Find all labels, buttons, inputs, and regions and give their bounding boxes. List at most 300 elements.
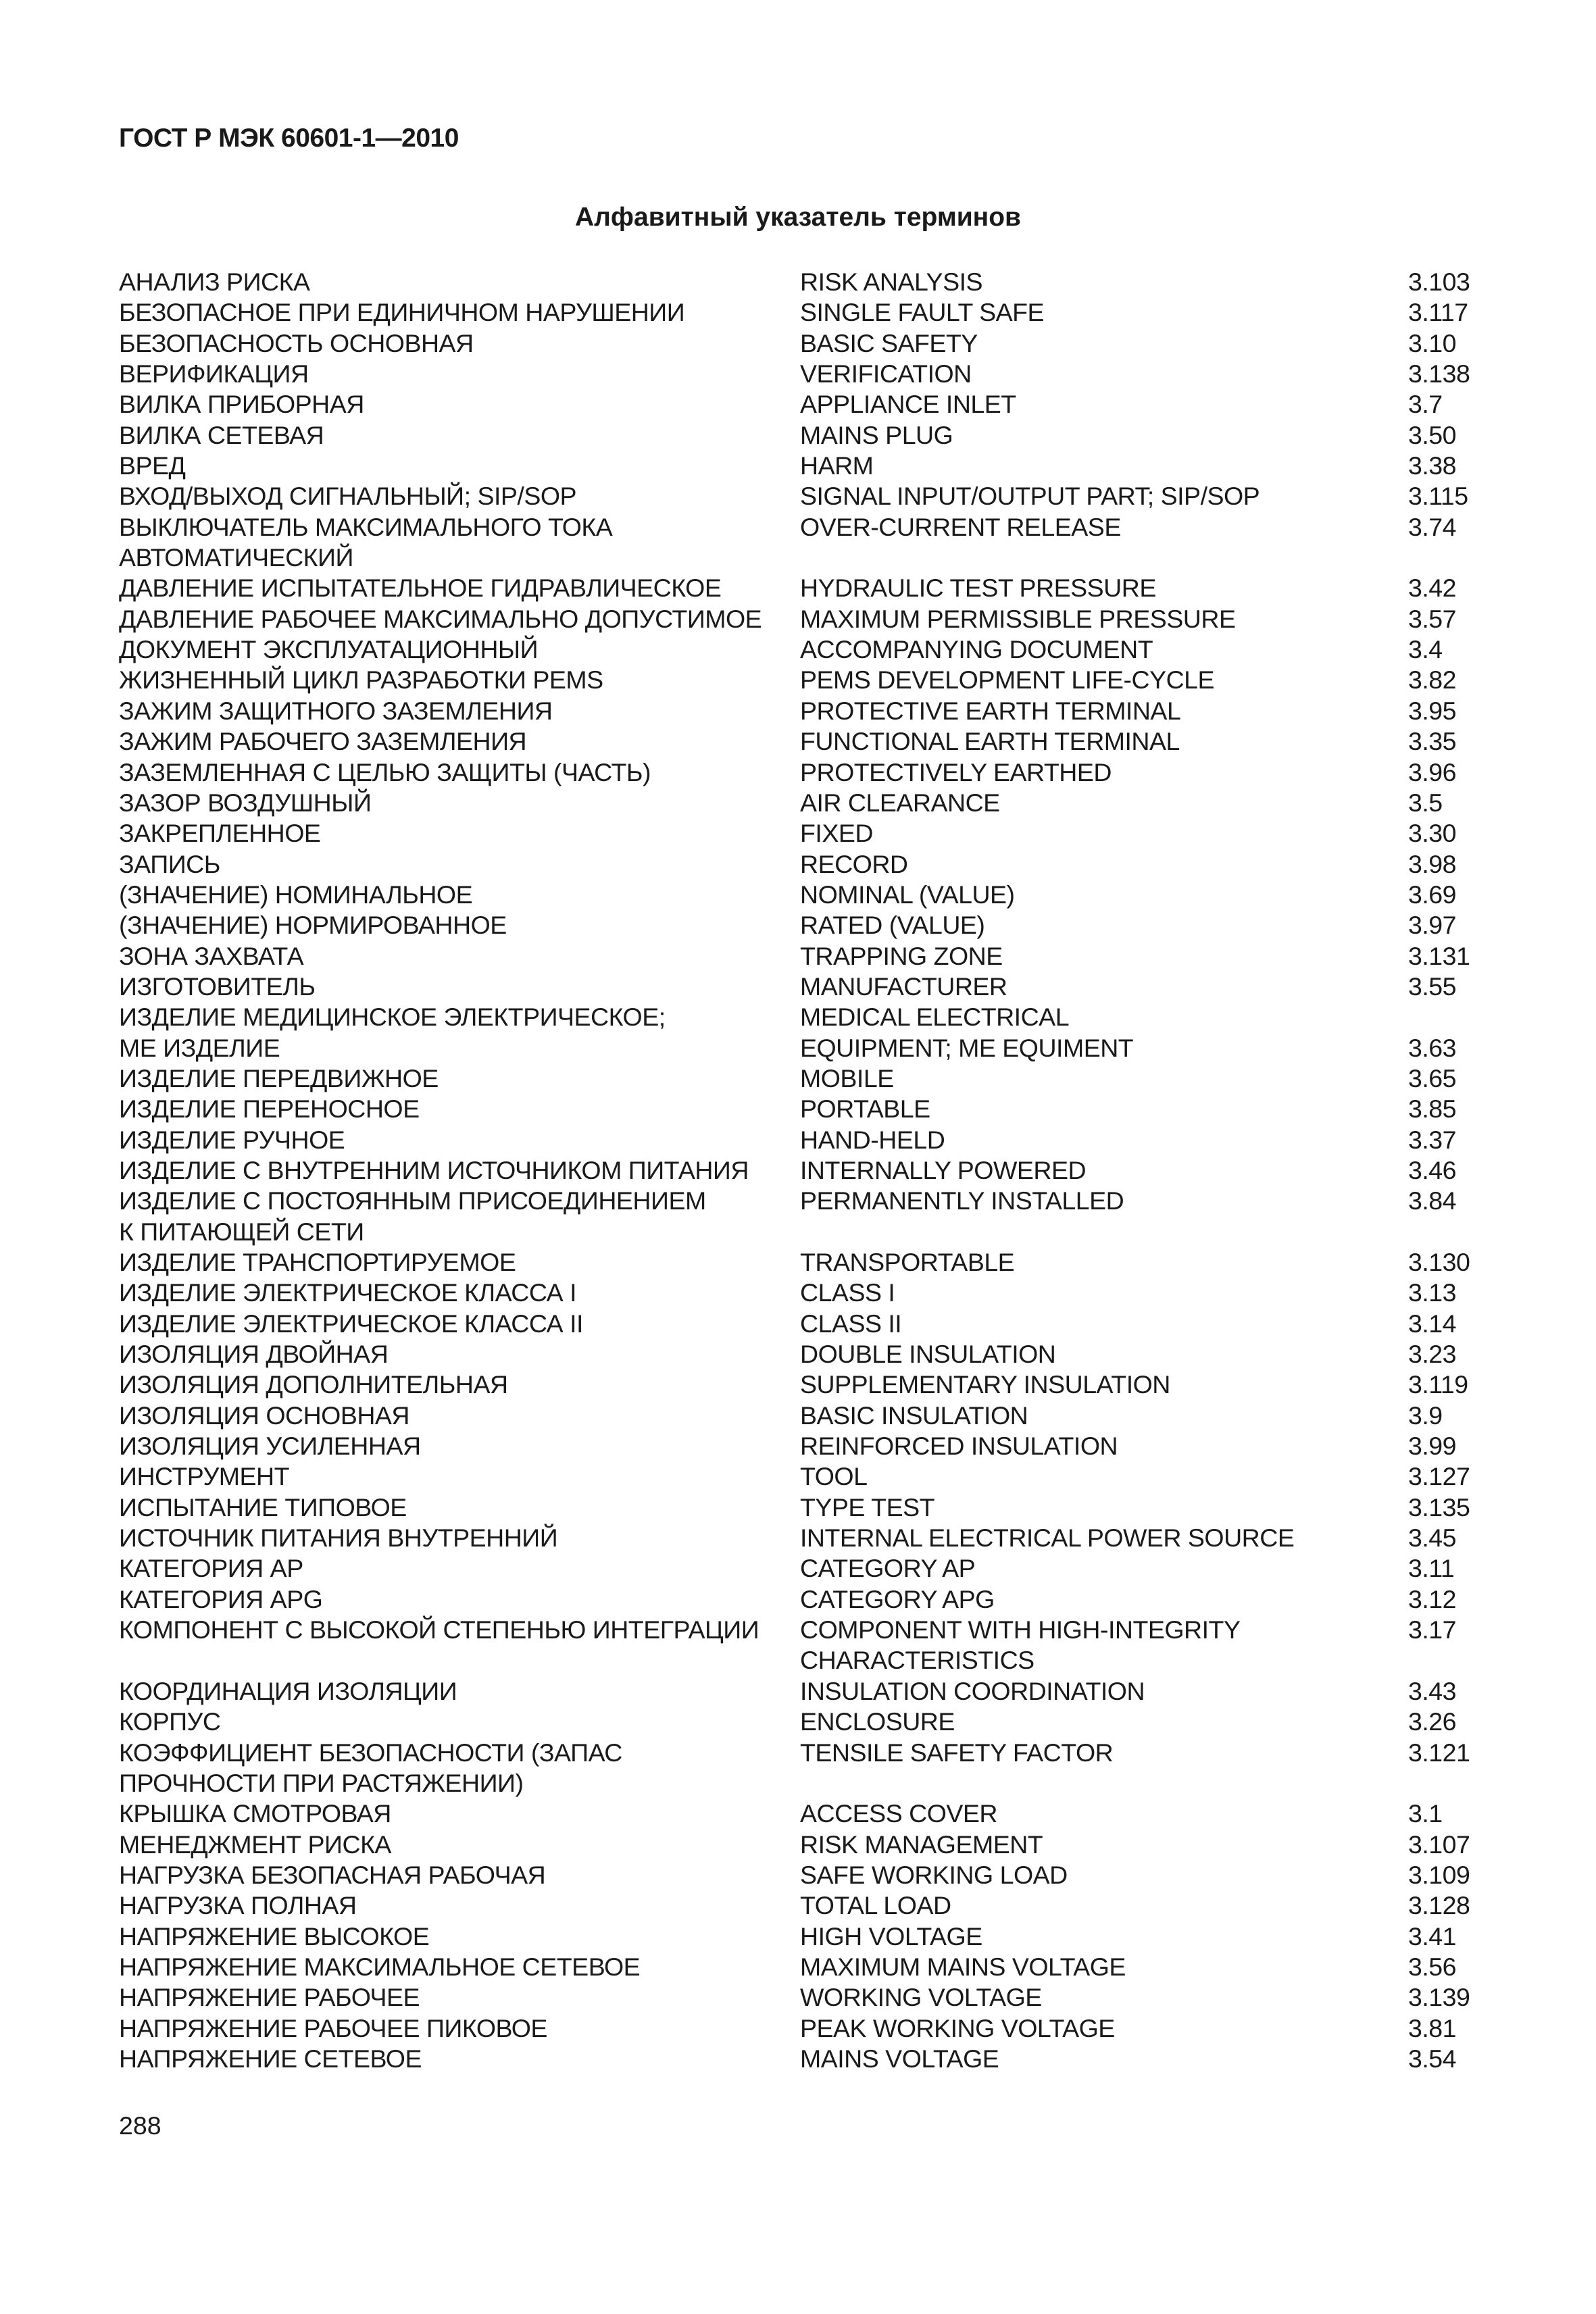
term-ref-line: 3.96 xyxy=(1408,757,1456,786)
term-ru-line: НАПРЯЖЕНИЕ РАБОЧЕЕ xyxy=(119,1983,420,2012)
term-ru-line: ДОКУМЕНТ ЭКСПЛУАТАЦИОННЫЙ xyxy=(119,635,539,664)
term-ru xyxy=(119,1890,800,1921)
term-row xyxy=(119,1247,1491,1278)
term-en xyxy=(800,267,1408,297)
term-ru xyxy=(119,1094,800,1124)
term-ru xyxy=(119,420,800,451)
term-ru xyxy=(119,1553,800,1584)
term-ref xyxy=(1408,910,1491,940)
term-row xyxy=(119,1492,1491,1523)
term-ref xyxy=(1408,1278,1491,1308)
term-en xyxy=(800,297,1408,328)
term-ru-line: ВРЕД xyxy=(119,451,186,480)
term-ru xyxy=(119,1401,800,1431)
term-ru-line: КРЫШКА СМОТРОВАЯ xyxy=(119,1799,391,1828)
term-row xyxy=(119,788,1491,818)
term-en-line: TENSILE SAFETY FACTOR xyxy=(800,1738,1114,1767)
term-en-line: PEAK WORKING VOLTAGE xyxy=(800,2013,1115,2042)
term-en xyxy=(800,1094,1408,1124)
term-ref-line: 3.14 xyxy=(1408,1309,1456,1338)
term-ref xyxy=(1408,2044,1491,2074)
term-ru-line: ИЗДЕЛИЕ ЭЛЕКТРИЧЕСКОЕ КЛАССА II xyxy=(119,1309,583,1338)
term-ru-line: ИНСТРУМЕНТ xyxy=(119,1462,290,1491)
term-ref-line: 3.50 xyxy=(1408,420,1456,449)
term-en xyxy=(800,1278,1408,1308)
term-en xyxy=(800,941,1408,972)
term-ru xyxy=(119,726,800,757)
term-ref xyxy=(1408,1369,1491,1400)
term-en xyxy=(800,1431,1408,1461)
term-ref-line: 3.12 xyxy=(1408,1584,1456,1613)
term-ref xyxy=(1408,972,1491,1002)
term-ru-line: КАТЕГОРИЯ АРG xyxy=(119,1584,323,1613)
term-ru xyxy=(119,1063,800,1094)
term-row xyxy=(119,267,1491,297)
term-ref xyxy=(1408,634,1491,665)
term-row xyxy=(119,2013,1491,2044)
term-ref xyxy=(1408,573,1491,603)
term-row xyxy=(119,910,1491,940)
term-en-line: ENCLOSURE xyxy=(800,1707,955,1736)
term-ref xyxy=(1408,818,1491,849)
term-ru-line: МЕНЕДЖМЕНТ РИСКА xyxy=(119,1830,391,1859)
term-row xyxy=(119,1830,1491,1860)
term-ref xyxy=(1408,1186,1491,1247)
term-ru-line: ЖИЗНЕННЫЙ ЦИКЛ РАЗРАБОТКИ PEMS xyxy=(119,665,603,695)
term-row xyxy=(119,420,1491,451)
term-ref-line: 3.30 xyxy=(1408,819,1456,848)
term-ru xyxy=(119,941,800,972)
term-ru xyxy=(119,1707,800,1737)
term-en xyxy=(800,1860,1408,1890)
term-ref-line: 3.4 xyxy=(1408,635,1443,664)
term-en-line: TRAPPING ZONE xyxy=(800,941,1003,970)
term-en-line: CLASS I xyxy=(800,1278,895,1307)
document-code: ГОСТ Р МЭК 60601-1—2010 xyxy=(119,124,459,153)
term-ref-line: 3.11 xyxy=(1408,1554,1455,1583)
term-ru-line: ИЗДЕЛИЕ ТРАНСПОРТИРУЕМОЕ xyxy=(119,1248,516,1276)
term-ref-line: 3.43 xyxy=(1408,1676,1456,1705)
term-ru xyxy=(119,267,800,297)
term-en xyxy=(800,1186,1408,1247)
term-ru xyxy=(119,297,800,328)
term-row xyxy=(119,1890,1491,1921)
term-en-line: COMPONENT WITH HIGH-INTEGRITY xyxy=(800,1615,1241,1644)
term-ru xyxy=(119,1738,800,1799)
term-row xyxy=(119,1615,1491,1676)
term-ref xyxy=(1408,849,1491,880)
term-ref xyxy=(1408,726,1491,757)
term-ru-line: КАТЕГОРИЯ АР xyxy=(119,1554,303,1583)
term-en xyxy=(800,1799,1408,1829)
term-en xyxy=(800,1492,1408,1523)
term-en xyxy=(800,1982,1408,2013)
term-ru-line: К ПИТАЮЩЕЙ СЕТИ xyxy=(119,1217,364,1246)
term-ru-line: ИЗДЕЛИЕ С ВНУТРЕННИМ ИСТОЧНИКОМ ПИТАНИЯ xyxy=(119,1155,749,1184)
term-ref-line: 3.38 xyxy=(1408,451,1456,480)
term-row xyxy=(119,1982,1491,2013)
term-ru xyxy=(119,512,800,574)
term-en xyxy=(800,1002,1408,1063)
term-ref-line: 3.65 xyxy=(1408,1063,1456,1092)
term-ru xyxy=(119,1799,800,1829)
term-ref-line: 3.63 xyxy=(1408,1033,1456,1062)
term-ref-line: 3.109 xyxy=(1408,1860,1470,1889)
term-ru-line: ЗАЖИМ ЗАЩИТНОГО ЗАЗЕМЛЕНИЯ xyxy=(119,696,553,725)
term-ref xyxy=(1408,1615,1491,1676)
term-row xyxy=(119,1063,1491,1094)
term-ru xyxy=(119,1155,800,1186)
term-ref-line: 3.85 xyxy=(1408,1095,1456,1124)
term-en-line: TYPE TEST xyxy=(800,1492,935,1521)
term-row xyxy=(119,1860,1491,1890)
term-ref-line: 3.41 xyxy=(1408,1921,1456,1951)
term-ref xyxy=(1408,1461,1491,1492)
term-ref xyxy=(1408,1738,1491,1799)
term-row xyxy=(119,634,1491,665)
term-ru xyxy=(119,1676,800,1707)
term-ru-line: ИЗГОТОВИТЕЛЬ xyxy=(119,972,316,1001)
term-row xyxy=(119,1186,1491,1247)
term-en xyxy=(800,1063,1408,1094)
term-ref xyxy=(1408,328,1491,359)
term-ru xyxy=(119,910,800,940)
term-ref-line: 3.98 xyxy=(1408,849,1456,878)
term-en xyxy=(800,451,1408,481)
term-en xyxy=(800,880,1408,910)
term-ru-line: МЕ ИЗДЕЛИЕ xyxy=(119,1033,280,1062)
term-ru-line: ВИЛКА СЕТЕВАЯ xyxy=(119,420,324,449)
term-en-line: MAXIMUM MAINS VOLTAGE xyxy=(800,1952,1126,1981)
term-ru-line: ИЗОЛЯЦИЯ УСИЛЕННАЯ xyxy=(119,1432,421,1461)
term-ref-line: 3.7 xyxy=(1408,390,1443,419)
term-en-line: HIGH VOLTAGE xyxy=(800,1921,982,1951)
term-row xyxy=(119,1002,1491,1063)
term-ru-line: ИЗДЕЛИЕ С ПОСТОЯННЫМ ПРИСОЕДИНЕНИЕМ xyxy=(119,1186,706,1215)
term-ref xyxy=(1408,604,1491,634)
term-en xyxy=(800,1921,1408,1952)
term-ref xyxy=(1408,1921,1491,1952)
term-ref-line: 3.10 xyxy=(1408,328,1456,357)
term-en xyxy=(800,1738,1408,1799)
term-row xyxy=(119,726,1491,757)
term-row xyxy=(119,1676,1491,1707)
term-ref xyxy=(1408,1002,1491,1063)
term-en xyxy=(800,1707,1408,1737)
term-ru-line: ИЗДЕЛИЕ МЕДИЦИНСКОЕ ЭЛЕКТРИЧЕСКОЕ; xyxy=(119,1003,666,1032)
term-ref-line: 3.57 xyxy=(1408,604,1456,633)
term-ru xyxy=(119,1830,800,1860)
term-en xyxy=(800,573,1408,603)
term-ru xyxy=(119,2013,800,2044)
term-row xyxy=(119,1952,1491,1982)
term-row xyxy=(119,604,1491,634)
term-ru xyxy=(119,757,800,788)
term-row xyxy=(119,297,1491,328)
term-en-line: MAINS PLUG xyxy=(800,420,953,449)
term-en-line: TRANSPORTABLE xyxy=(800,1248,1015,1276)
term-ru-line: ИЗОЛЯЦИЯ ОСНОВНАЯ xyxy=(119,1401,410,1430)
term-ref xyxy=(1408,359,1491,389)
term-ref xyxy=(1408,1125,1491,1155)
term-ru xyxy=(119,1431,800,1461)
term-ru-line: ИЗОЛЯЦИЯ ДОПОЛНИТЕЛЬНАЯ xyxy=(119,1370,508,1399)
term-en-line: CATEGORY APG xyxy=(800,1584,995,1613)
term-ru xyxy=(119,818,800,849)
term-ru xyxy=(119,1492,800,1523)
term-ref xyxy=(1408,1247,1491,1278)
term-ref xyxy=(1408,757,1491,788)
term-ru-line: КООРДИНАЦИЯ ИЗОЛЯЦИИ xyxy=(119,1676,457,1705)
term-ru xyxy=(119,1584,800,1615)
term-ru-line: ЗОНА ЗАХВАТА xyxy=(119,941,304,970)
term-ru xyxy=(119,696,800,726)
term-row xyxy=(119,941,1491,972)
term-en-line: PORTABLE xyxy=(800,1095,930,1124)
term-ref-line: 3.35 xyxy=(1408,727,1456,756)
term-ref-line: 3.99 xyxy=(1408,1432,1456,1461)
term-row xyxy=(119,1553,1491,1584)
term-en-line: OVER-CURRENT RELEASE xyxy=(800,512,1121,541)
term-ru xyxy=(119,604,800,634)
term-ru-line: НАПРЯЖЕНИЕ РАБОЧЕЕ ПИКОВОЕ xyxy=(119,2013,547,2042)
term-ru-line: НАПРЯЖЕНИЕ ВЫСОКОЕ xyxy=(119,1921,430,1951)
term-ru-line: ВХОД/ВЫХОД СИГНАЛЬНЫЙ; SIP/SOP xyxy=(119,482,577,511)
term-row xyxy=(119,481,1491,511)
term-ru-line: КОМПОНЕНТ С ВЫСОКОЙ СТЕПЕНЬЮ ИНТЕГРАЦИИ xyxy=(119,1615,759,1644)
term-ru-line: ИЗДЕЛИЕ РУЧНОЕ xyxy=(119,1125,345,1154)
term-ref xyxy=(1408,512,1491,574)
term-ref-line: 3.5 xyxy=(1408,788,1443,817)
term-ref-line: 3.127 xyxy=(1408,1462,1470,1491)
term-row xyxy=(119,1401,1491,1431)
term-ref xyxy=(1408,665,1491,695)
term-en-line: HAND-HELD xyxy=(800,1125,945,1154)
term-ref-line: 3.26 xyxy=(1408,1707,1456,1736)
term-row xyxy=(119,1339,1491,1369)
term-ref xyxy=(1408,267,1491,297)
term-ref-line: 3.55 xyxy=(1408,972,1456,1001)
term-en xyxy=(800,481,1408,511)
term-ru-line: ДАВЛЕНИЕ РАБОЧЕЕ МАКСИМАЛЬНО ДОПУСТИМОЕ xyxy=(119,604,762,633)
term-ref xyxy=(1408,1339,1491,1369)
term-ru-line: АВТОМАТИЧЕСКИЙ xyxy=(119,543,353,572)
term-en xyxy=(800,634,1408,665)
term-ref xyxy=(1408,2013,1491,2044)
term-ru xyxy=(119,1125,800,1155)
term-ru xyxy=(119,1921,800,1952)
term-en xyxy=(800,1553,1408,1584)
term-row xyxy=(119,512,1491,574)
term-en xyxy=(800,1952,1408,1982)
term-ru-line: ИЗДЕЛИЕ ПЕРЕДВИЖНОЕ xyxy=(119,1063,439,1092)
term-ru xyxy=(119,1952,800,1982)
term-row xyxy=(119,1799,1491,1829)
term-en-line: INTERNAL ELECTRICAL POWER SOURCE xyxy=(800,1524,1295,1553)
term-en-line: MAINS VOLTAGE xyxy=(800,2044,999,2073)
term-ru xyxy=(119,481,800,511)
term-ref xyxy=(1408,1890,1491,1921)
term-en-line: ACCESS COVER xyxy=(800,1799,997,1828)
term-row xyxy=(119,1584,1491,1615)
term-en-line: SAFE WORKING LOAD xyxy=(800,1860,1068,1889)
page-number: 288 xyxy=(119,2111,161,2140)
term-en-line: PROTECTIVELY EARTHED xyxy=(800,757,1112,786)
term-ref xyxy=(1408,1155,1491,1186)
term-row xyxy=(119,1309,1491,1339)
term-en xyxy=(800,1676,1408,1707)
term-ru-line: БЕЗОПАСНОСТЬ ОСНОВНАЯ xyxy=(119,328,474,357)
term-en xyxy=(800,1339,1408,1369)
term-ru-line: (ЗНАЧЕНИЕ) НОРМИРОВАННОЕ xyxy=(119,911,507,940)
term-ref-line: 3.56 xyxy=(1408,1952,1456,1981)
term-ru xyxy=(119,1982,800,2013)
term-ref-line: 3.103 xyxy=(1408,268,1470,296)
term-en-line: SINGLE FAULT SAFE xyxy=(800,298,1045,327)
term-en xyxy=(800,2013,1408,2044)
term-en-line: BASIC SAFETY xyxy=(800,328,978,357)
term-en-line: RISK MANAGEMENT xyxy=(800,1830,1043,1859)
term-ref xyxy=(1408,1707,1491,1737)
term-en-line: AIR CLEARANCE xyxy=(800,788,1000,817)
term-ref-line xyxy=(1408,1002,1491,1032)
term-ref xyxy=(1408,420,1491,451)
term-ru-line: ИЗДЕЛИЕ ПЕРЕНОСНОЕ xyxy=(119,1095,420,1124)
term-en-line: SIGNAL INPUT/OUTPUT PART; SIP/SOP xyxy=(800,482,1260,511)
term-en xyxy=(800,1890,1408,1921)
term-ref xyxy=(1408,1553,1491,1584)
term-ru xyxy=(119,665,800,695)
term-row xyxy=(119,849,1491,880)
term-ru xyxy=(119,451,800,481)
term-ref-line: 3.46 xyxy=(1408,1155,1456,1184)
term-en-line: MEDICAL ELECTRICAL xyxy=(800,1003,1070,1032)
term-ref-line: 3.121 xyxy=(1408,1738,1470,1767)
term-en-line: HYDRAULIC TEST PRESSURE xyxy=(800,574,1156,603)
term-en-line: RATED (VALUE) xyxy=(800,911,985,940)
term-row xyxy=(119,1523,1491,1553)
term-ru xyxy=(119,880,800,910)
term-en-line: DOUBLE INSULATION xyxy=(800,1340,1056,1369)
term-ru-line: ИСПЫТАНИЕ ТИПОВОЕ xyxy=(119,1492,407,1521)
term-ref-line: 3.17 xyxy=(1408,1615,1456,1644)
term-ru xyxy=(119,1278,800,1308)
term-row xyxy=(119,2044,1491,2074)
term-row xyxy=(119,880,1491,910)
term-en-line: HARM xyxy=(800,451,874,480)
term-en-line: REINFORCED INSULATION xyxy=(800,1432,1118,1461)
term-en-line: MOBILE xyxy=(800,1063,894,1092)
term-ref-line: 3.115 xyxy=(1408,482,1468,511)
term-en-line: NOMINAL (VALUE) xyxy=(800,880,1015,909)
term-ref-line: 3.37 xyxy=(1408,1125,1456,1154)
term-ru xyxy=(119,359,800,389)
term-ref-line: 3.95 xyxy=(1408,696,1456,725)
term-en-line: WORKING VOLTAGE xyxy=(800,1983,1042,2012)
term-ru-line: ВЕРИФИКАЦИЯ xyxy=(119,359,309,388)
term-ru-line: КОРПУС xyxy=(119,1707,221,1736)
term-ref xyxy=(1408,481,1491,511)
term-en-line: TOTAL LOAD xyxy=(800,1891,951,1920)
term-ru xyxy=(119,328,800,359)
term-ru-line: ВИЛКА ПРИБОРНАЯ xyxy=(119,390,364,419)
term-en-line: MANUFACTURER xyxy=(800,972,1007,1001)
term-ru-line: ЗАПИСЬ xyxy=(119,849,220,878)
term-en-line: PROTECTIVE EARTH TERMINAL xyxy=(800,696,1181,725)
term-ru xyxy=(119,389,800,420)
term-ru xyxy=(119,573,800,603)
term-row xyxy=(119,972,1491,1002)
term-ref-line: 3.1 xyxy=(1408,1799,1443,1828)
term-ru xyxy=(119,2044,800,2074)
term-en xyxy=(800,1247,1408,1278)
term-ru-line: НАПРЯЖЕНИЕ МАКСИМАЛЬНОЕ СЕТЕВОЕ xyxy=(119,1952,641,1981)
term-ru-line: (ЗНАЧЕНИЕ) НОМИНАЛЬНОЕ xyxy=(119,880,473,909)
term-en xyxy=(800,2044,1408,2074)
term-en xyxy=(800,972,1408,1002)
term-ref xyxy=(1408,1094,1491,1124)
term-en xyxy=(800,726,1408,757)
term-row xyxy=(119,1707,1491,1737)
term-ref-line: 3.135 xyxy=(1408,1492,1470,1521)
term-ru-line: ИСТОЧНИК ПИТАНИЯ ВНУТРЕННИЙ xyxy=(119,1524,558,1553)
term-ref-line: 3.117 xyxy=(1408,298,1468,327)
term-en-line: INSULATION COORDINATION xyxy=(800,1676,1145,1705)
term-row xyxy=(119,1278,1491,1308)
term-ru xyxy=(119,1523,800,1553)
term-ru xyxy=(119,1615,800,1676)
term-en xyxy=(800,818,1408,849)
term-row xyxy=(119,1094,1491,1124)
term-en xyxy=(800,1615,1408,1676)
term-ru-line: ДАВЛЕНИЕ ИСПЫТАТЕЛЬНОЕ ГИДРАВЛИЧЕСКОЕ xyxy=(119,574,722,603)
term-ru-line: ЗАЗОР ВОЗДУШНЫЙ xyxy=(119,788,372,817)
term-ref xyxy=(1408,1952,1491,1982)
term-ru-line: НАПРЯЖЕНИЕ СЕТЕВОЕ xyxy=(119,2044,422,2073)
term-ref-line: 3.42 xyxy=(1408,574,1456,603)
term-en xyxy=(800,512,1408,574)
term-ru xyxy=(119,1186,800,1247)
term-ru xyxy=(119,1309,800,1339)
term-ru-line: НАГРУЗКА БЕЗОПАСНАЯ РАБОЧАЯ xyxy=(119,1860,546,1889)
term-ru-line: КОЭФФИЦИЕНТ БЕЗОПАСНОСТИ (ЗАПАС xyxy=(119,1738,622,1767)
term-ru xyxy=(119,788,800,818)
term-row xyxy=(119,573,1491,603)
term-ru-line: ПРОЧНОСТИ ПРИ РАСТЯЖЕНИИ) xyxy=(119,1768,524,1797)
term-en xyxy=(800,604,1408,634)
term-en-line: ACCOMPANYING DOCUMENT xyxy=(800,635,1153,664)
term-ru xyxy=(119,972,800,1002)
term-en-line: SUPPLEMENTARY INSULATION xyxy=(800,1370,1170,1399)
term-ref-line: 3.107 xyxy=(1408,1830,1470,1859)
term-en xyxy=(800,420,1408,451)
term-en xyxy=(800,849,1408,880)
term-row xyxy=(119,1431,1491,1461)
term-ru-line: ЗАЖИМ РАБОЧЕГО ЗАЗЕМЛЕНИЯ xyxy=(119,727,527,756)
term-row xyxy=(119,328,1491,359)
term-ref xyxy=(1408,451,1491,481)
term-en xyxy=(800,1830,1408,1860)
term-en xyxy=(800,757,1408,788)
term-ref-line: 3.119 xyxy=(1408,1370,1468,1399)
term-row xyxy=(119,451,1491,481)
term-en xyxy=(800,328,1408,359)
index-title: Алфавитный указатель терминов xyxy=(574,203,1022,232)
term-en xyxy=(800,1369,1408,1400)
term-ru xyxy=(119,1461,800,1492)
term-ref xyxy=(1408,297,1491,328)
term-row xyxy=(119,1461,1491,1492)
